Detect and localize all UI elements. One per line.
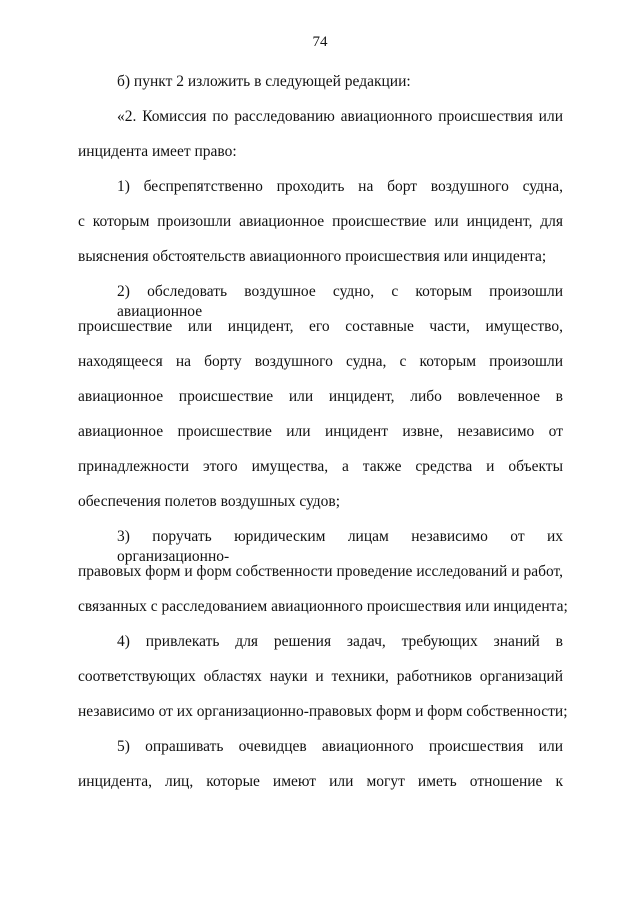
text-line: соответствующих областях науки и техники, работников организаций [78,668,563,685]
text-line: независимо от их организационно-правовых форм и форм собственности; [78,703,568,720]
text-line: выяснения обстоятельств авиационного происшествия или инцидента; [78,248,547,265]
text-line: связанных с расследованием авиационного происшествия или инцидента; [78,598,568,615]
text-line: 5) опрашивать очевидцев авиационного происшествия или [117,738,563,755]
text-line: с которым произошли авиационное происшествие или инцидент, для [78,213,563,230]
text-line: правовых форм и форм собственности проведение исследований и работ, [78,563,563,580]
text-line: 1) беспрепятственно проходить на борт воздушного судна, [117,178,563,195]
text-line: инцидента имеет право: [78,143,237,160]
text-line: принадлежности этого имущества, а также средства и объекты [78,458,563,475]
text-line: 3) поручать юридическим лицам независимо от их организационно- [117,528,563,565]
text-line: авиационное происшествие или инцидент, либо вовлеченное в [78,388,563,405]
text-line: 4) привлекать для решения задач, требующих знаний в [117,633,563,650]
text-line: находящееся на борту воздушного судна, с которым произошли [78,353,563,370]
page-number: 74 [312,34,328,50]
text-line: авиационное происшествие или инцидент извне, независимо от [78,423,563,440]
text-line: обеспечения полетов воздушных судов; [78,493,341,510]
text-line: инцидента, лиц, которые имеют или могут иметь отношение к [78,773,563,790]
text-line: «2. Комиссия по расследованию авиационного происшествия или [117,108,563,125]
text-line: происшествие или инцидент, его составные части, имущество, [78,318,563,335]
text-line: 2) обследовать воздушное судно, с которым произошли авиационное [117,283,563,320]
text-line: б) пункт 2 изложить в следующей редакции: [117,73,411,90]
